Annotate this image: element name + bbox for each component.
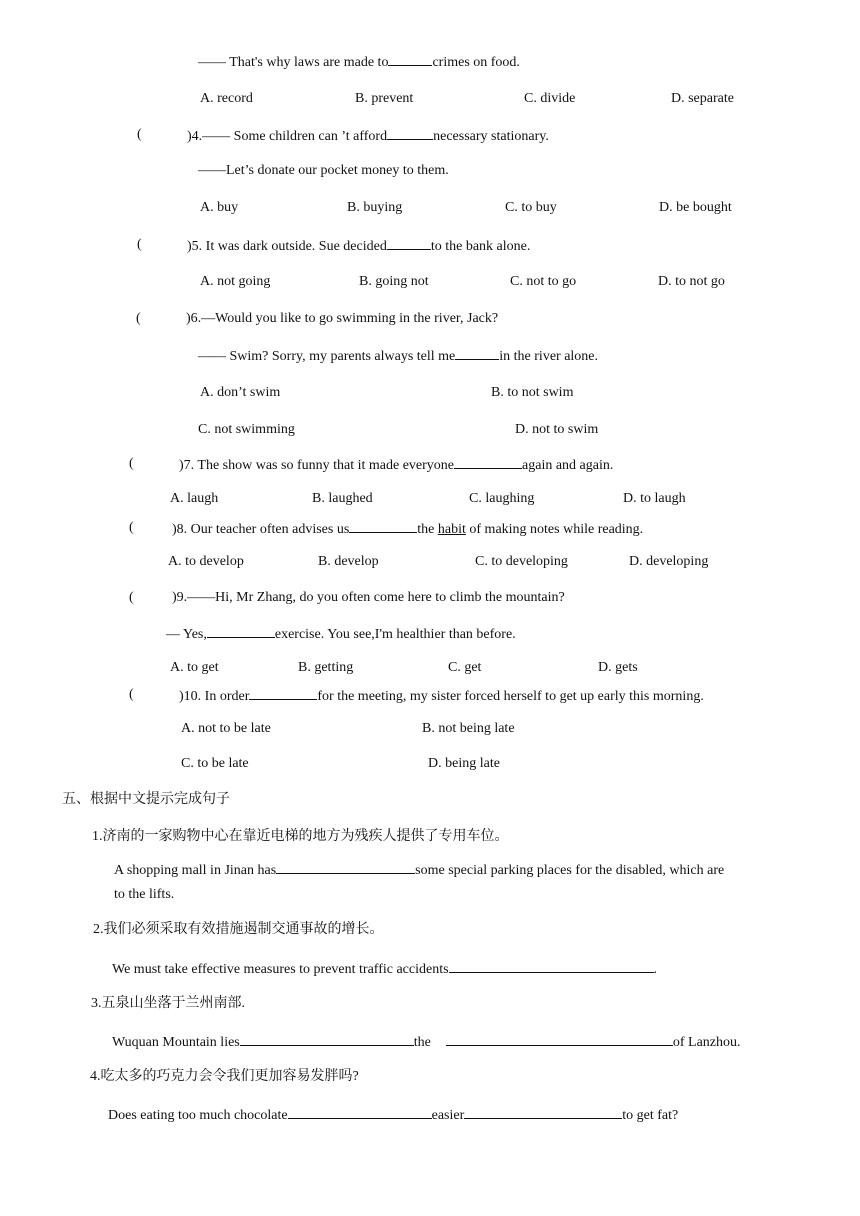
q8-blank[interactable]	[349, 519, 417, 533]
q6-blank[interactable]	[455, 346, 499, 360]
q10-option-c: C. to be late	[181, 756, 249, 771]
q6-stem: )6.—Would you like to go swimming in the river, Jack?	[186, 311, 499, 326]
q7-blank[interactable]	[454, 455, 522, 469]
q9-reply-text-end: exercise. You see,I'm healthier than before.	[274, 627, 516, 642]
q7-option-b: B. laughed	[312, 491, 373, 506]
q6-answer-paren[interactable]: (	[136, 311, 141, 326]
q5-answer-paren[interactable]: (	[137, 237, 142, 252]
q5-stem-text-end: to the bank alone.	[430, 239, 531, 254]
q8-option-d: D. developing	[629, 554, 709, 569]
q9-option-a: A. to get	[170, 660, 219, 675]
s4-english-text: Does eating too much chocolate	[108, 1108, 288, 1123]
s2-blank[interactable]	[449, 959, 654, 973]
q3-reply	[198, 52, 520, 72]
q9-reply-text: — Yes,	[166, 627, 207, 642]
q4-option-a: A. buy	[200, 200, 239, 215]
q4-blank[interactable]	[387, 126, 433, 140]
s1-english	[114, 860, 724, 880]
s4-blank-1[interactable]	[288, 1105, 432, 1119]
q6-option-c: C. not swimming	[198, 422, 295, 437]
q5-blank[interactable]	[387, 236, 431, 250]
q8-stem-text-mid: the	[417, 522, 438, 537]
q9-option-d: D. gets	[598, 660, 638, 675]
q7-option-c: C. laughing	[469, 491, 535, 506]
q6-reply-text: —— Swim? Sorry, my parents always tell me	[198, 349, 456, 364]
q6-reply-text-end: in the river alone.	[499, 349, 599, 364]
s1-blank[interactable]	[276, 860, 415, 874]
q3-reply-text-end: crimes on food.	[432, 55, 520, 70]
s3-english-text: Wuquan Mountain lies	[112, 1035, 240, 1050]
q5-option-a: A. not going	[200, 274, 271, 289]
s3-english	[112, 1032, 741, 1052]
s4-chinese: 4.吃太多的巧克力会令我们更加容易发胖吗?	[90, 1069, 359, 1084]
q9-reply	[166, 624, 516, 644]
q7-answer-paren[interactable]: (	[129, 456, 134, 471]
s4-english-text-mid: easier	[431, 1108, 465, 1123]
q6-option-d: D. not to swim	[515, 422, 599, 437]
q8-option-a: A. to develop	[168, 554, 244, 569]
s3-english-text-end: of Lanzhou.	[672, 1035, 741, 1050]
s1-english-text: A shopping mall in Jinan has	[114, 863, 277, 878]
q8-stem-text: )8. Our teacher often advises us	[172, 522, 350, 537]
q10-answer-paren[interactable]: (	[129, 687, 134, 702]
q7-stem-text-end: again and again.	[522, 458, 614, 473]
q6-reply	[198, 346, 598, 366]
q7-option-a: A. laugh	[170, 491, 219, 506]
q3-option-c: C. divide	[524, 91, 576, 106]
s2-chinese: 2.我们必须采取有效措施遏制交通事故的增长。	[93, 922, 384, 937]
q5-option-c: C. not to go	[510, 274, 577, 289]
q4-option-b: B. buying	[347, 200, 403, 215]
q5-option-b: B. going not	[359, 274, 429, 289]
q9-blank[interactable]	[207, 624, 275, 638]
q4-option-d: D. be bought	[659, 200, 732, 215]
q4-stem-text: )4.—— Some children can ’t afford	[187, 129, 388, 144]
q3-option-b: B. prevent	[355, 91, 414, 106]
q8-underlined-word: habit	[437, 522, 466, 537]
q4-answer-paren[interactable]: (	[137, 127, 142, 142]
q8-option-b: B. develop	[318, 554, 379, 569]
q4-stem-text-end: necessary stationary.	[433, 129, 549, 144]
q8-stem-text-end: of making notes while reading.	[465, 522, 644, 537]
q8-option-c: C. to developing	[475, 554, 568, 569]
q8-answer-paren[interactable]: (	[129, 520, 134, 535]
s1-english-text-end: some special parking places for the disabled, which are	[415, 863, 725, 878]
s3-blank-1[interactable]	[240, 1032, 414, 1046]
q7-option-d: D. to laugh	[623, 491, 686, 506]
q3-option-d: D. separate	[671, 91, 734, 106]
s4-english-text-end: to get fat?	[622, 1108, 679, 1123]
q10-blank[interactable]	[249, 686, 317, 700]
q5-stem-text: )5. It was dark outside. Sue decided	[187, 239, 387, 254]
q10-stem-text-end: for the meeting, my sister forced herself to get up early this morning.	[317, 689, 704, 704]
q4-reply: ——Let’s donate our pocket money to them.	[198, 163, 449, 178]
q10-stem-text: )10. In order	[179, 689, 250, 704]
q6-option-a: A. don’t swim	[200, 385, 281, 400]
s3-blank-2[interactable]	[446, 1032, 673, 1046]
s2-english-text: We must take effective measures to prevent traffic accidents	[112, 962, 449, 977]
s1-english-line2: to the lifts.	[114, 887, 175, 902]
q10-option-a: A. not to be late	[181, 721, 271, 736]
q9-option-c: C. get	[448, 660, 482, 675]
q7-stem	[179, 455, 613, 475]
s4-english	[108, 1105, 678, 1125]
q7-stem-text: )7. The show was so funny that it made everyone	[179, 458, 455, 473]
q4-stem	[187, 126, 549, 146]
s4-blank-2[interactable]	[464, 1105, 622, 1119]
q9-answer-paren[interactable]: (	[129, 590, 134, 605]
s1-chinese: 1.济南的一家购物中心在靠近电梯的地方为残疾人提供了专用车位。	[92, 829, 509, 844]
q4-option-c: C. to buy	[505, 200, 557, 215]
q5-option-d: D. to not go	[658, 274, 725, 289]
q10-option-d: D. being late	[428, 756, 500, 771]
q6-option-b: B. to not swim	[491, 385, 574, 400]
q3-blank[interactable]	[388, 52, 432, 66]
q10-stem	[179, 686, 704, 706]
q9-option-b: B. getting	[298, 660, 354, 675]
section-heading: 五、根据中文提示完成句子	[62, 792, 230, 807]
q9-stem: )9.——Hi, Mr Zhang, do you often come here to climb the mountain?	[172, 590, 565, 605]
q8-stem	[172, 519, 643, 539]
q10-option-b: B. not being late	[422, 721, 515, 736]
s2-english-text-end: .	[653, 962, 658, 977]
s3-chinese: 3.五泉山坐落于兰州南部.	[91, 996, 245, 1011]
q3-reply-text: —— That's why laws are made to	[198, 55, 389, 70]
s2-english	[112, 959, 657, 979]
s3-english-text-mid: the	[413, 1035, 431, 1050]
q5-stem	[187, 236, 530, 256]
q3-option-a: A. record	[200, 91, 253, 106]
